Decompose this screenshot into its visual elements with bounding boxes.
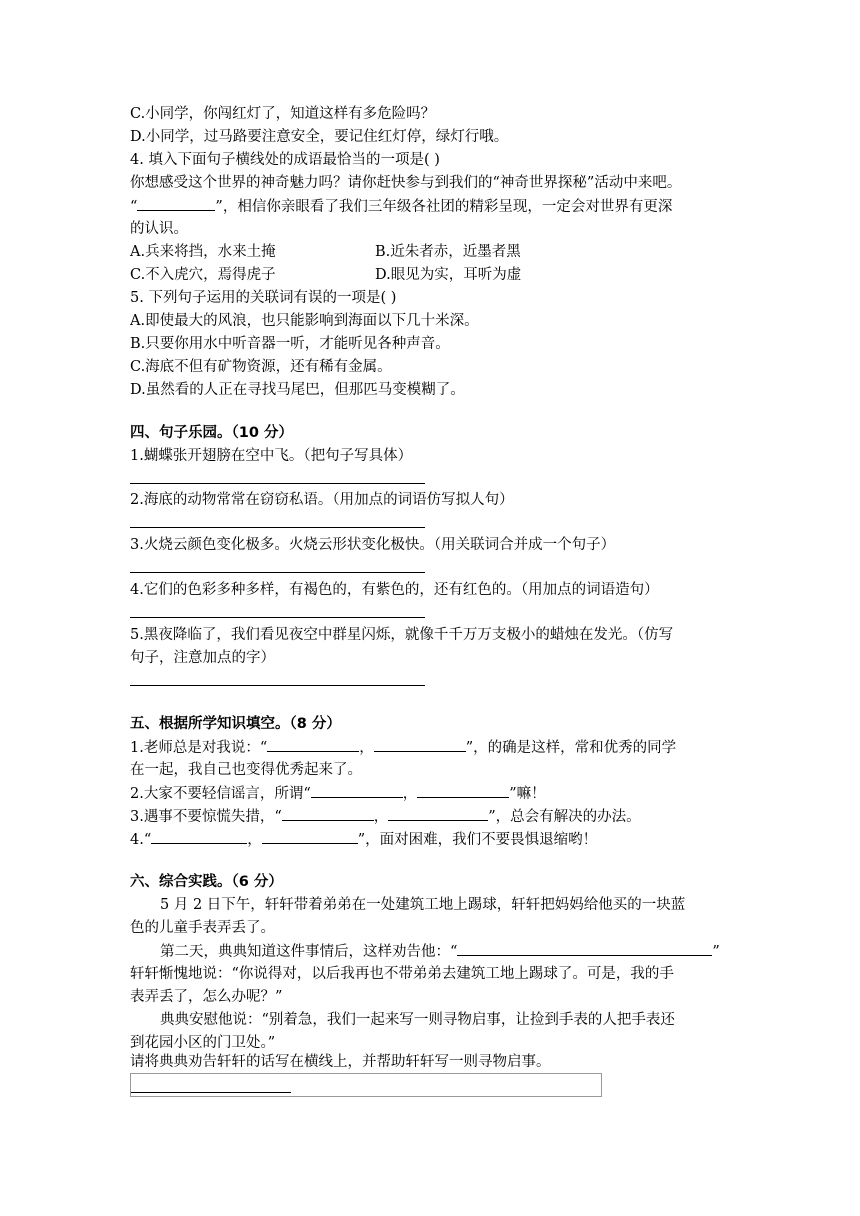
s4-q2-answer-line[interactable] <box>130 527 425 528</box>
q4-options-ab <box>130 242 521 262</box>
q3-option-d: D.小同学，过马路要注意安全，要记住红灯停，绿灯行哦。 <box>130 129 509 145</box>
q4-option-d: D.眼见为实，耳听为虚 <box>375 267 522 283</box>
q4-text-1: 你想感受这个世界的神奇魅力吗？请你赶快参与到我们的“神奇世界探秘”活动中来吧。 <box>130 175 682 191</box>
s5-q4-blank-1[interactable] <box>151 829 247 844</box>
s4-q1-answer-line[interactable] <box>130 483 425 484</box>
q5-option-c: C.海底不但有矿物资源，还有稀有金属。 <box>130 359 392 375</box>
s5-q4-blank-2[interactable] <box>262 829 358 844</box>
s4-q5-answer-line[interactable] <box>130 685 425 686</box>
lost-notice-box[interactable] <box>130 1073 602 1097</box>
s5-q3-blank-2[interactable] <box>388 806 488 821</box>
s4-q5-line1: 5.黑夜降临了，我们看见夜空中群星闪烁，就像千千万万支极小的蜡烛在发光。（仿写 <box>130 627 674 643</box>
q4-text-2: “ ”，相信你亲眼看了我们三年级各社团的精彩呈现，一定会对世界有更深 <box>130 196 672 217</box>
s6-para2: 第二天，典典知道这件事情后，这样劝告他：“ ” <box>160 941 720 962</box>
s5-q3: 3.遇事不要惊慌失措，“ ， ”，总会有解决的办法。 <box>130 806 641 827</box>
s5-q1-blank-1[interactable] <box>267 737 359 752</box>
q5-option-a: A.即使最大的风浪，也只能影响到海面以下几十米深。 <box>130 313 479 329</box>
s4-q4-answer-line[interactable] <box>130 617 425 618</box>
s5-q2-blank-1[interactable] <box>311 783 403 798</box>
q4-text-3: 的认识。 <box>130 221 188 237</box>
section4-title: 四、句子乐园。（10 分） <box>130 425 293 441</box>
s5-q1-line2: 在一起，我自己也变得优秀起来了。 <box>130 762 362 778</box>
q5-option-b: B.只要你用水中听音器一听，才能听见各种声音。 <box>130 336 450 352</box>
s6-para4-line2: 到花园小区的门卫处。” <box>130 1035 276 1051</box>
s4-q1: 1.蝴蝶张开翅膀在空中飞。（把句子写具体） <box>130 448 413 464</box>
q5-option-d: D.虽然看的人正在寻找马尾巴，但那匹马变模糊了。 <box>130 382 465 398</box>
q4-prompt: 4. 填入下面句子横线处的成语最恰当的一项是( ) <box>130 152 440 168</box>
section5-title: 五、根据所学知识填空。（8 分） <box>130 716 341 732</box>
section6-title: 六、综合实践。（6 分） <box>130 874 283 890</box>
s4-q3-answer-line[interactable] <box>130 572 425 573</box>
s5-q2: 2.大家不要轻信谣言，所谓“ ， ”嘛！ <box>130 783 546 804</box>
q5-prompt: 5. 下列句子运用的关联词有误的一项是( ) <box>130 290 397 306</box>
q4-blank[interactable] <box>137 196 215 211</box>
s4-q5-line2: 句子，注意加点的字） <box>130 650 275 666</box>
s4-q4: 4.它们的色彩多种多样，有褐色的，有紫色的，还有红色的。（用加点的词语造句） <box>130 582 659 598</box>
q4-options-cd <box>130 265 522 285</box>
s6-para1-line2: 色的儿童手表弄丢了。 <box>130 920 275 936</box>
s4-q2: 2.海底的动物常常在窃窃私语。（用加点的词语仿写拟人句） <box>130 492 514 508</box>
s6-instruction: 请将典典劝告轩轩的话写在横线上，并帮助轩轩写一则寻物启事。 <box>130 1054 551 1070</box>
q4-option-c: C.不入虎穴，焉得虎子 <box>130 267 276 283</box>
s5-q2-blank-2[interactable] <box>417 783 509 798</box>
s6-para3-line2: 表弄丢了，怎么办呢？” <box>130 989 283 1005</box>
s5-q1: 1.老师总是对我说：“ ， ”，的确是这样，常和优秀的同学 <box>130 737 676 758</box>
s5-q3-blank-1[interactable] <box>282 806 374 821</box>
s4-q3: 3.火烧云颜色变化极多。火烧云形状变化极快。（用关联词合并成一个句子） <box>130 537 616 553</box>
s6-para3-line1: 轩轩惭愧地说：“你说得对，以后我再也不带弟弟去建筑工地上踢球了。可是，我的手 <box>130 966 674 982</box>
s5-q1-blank-2[interactable] <box>374 737 466 752</box>
s6-advice-blank[interactable] <box>457 941 712 956</box>
s6-para4-line1: 典典安慰他说：“别着急，我们一起来写一则寻物启事，让捡到手表的人把手表还 <box>160 1012 675 1028</box>
q4-option-b: B.近朱者赤，近墨者黑 <box>375 244 521 260</box>
lost-notice-underline <box>131 1092 291 1093</box>
s5-q4: 4.“ ， ”，面对困难，我们不要畏惧退缩哟！ <box>130 829 597 850</box>
s6-para1-line1: 5 月 2 日下午，轩轩带着弟弟在一处建筑工地上踢球，轩轩把妈妈给他买的一块蓝 <box>160 897 686 913</box>
q4-option-a: A.兵来将挡，水来土掩 <box>130 244 276 260</box>
q3-option-c: C.小同学，你闯红灯了，知道这样有多危险吗？ <box>130 106 436 122</box>
